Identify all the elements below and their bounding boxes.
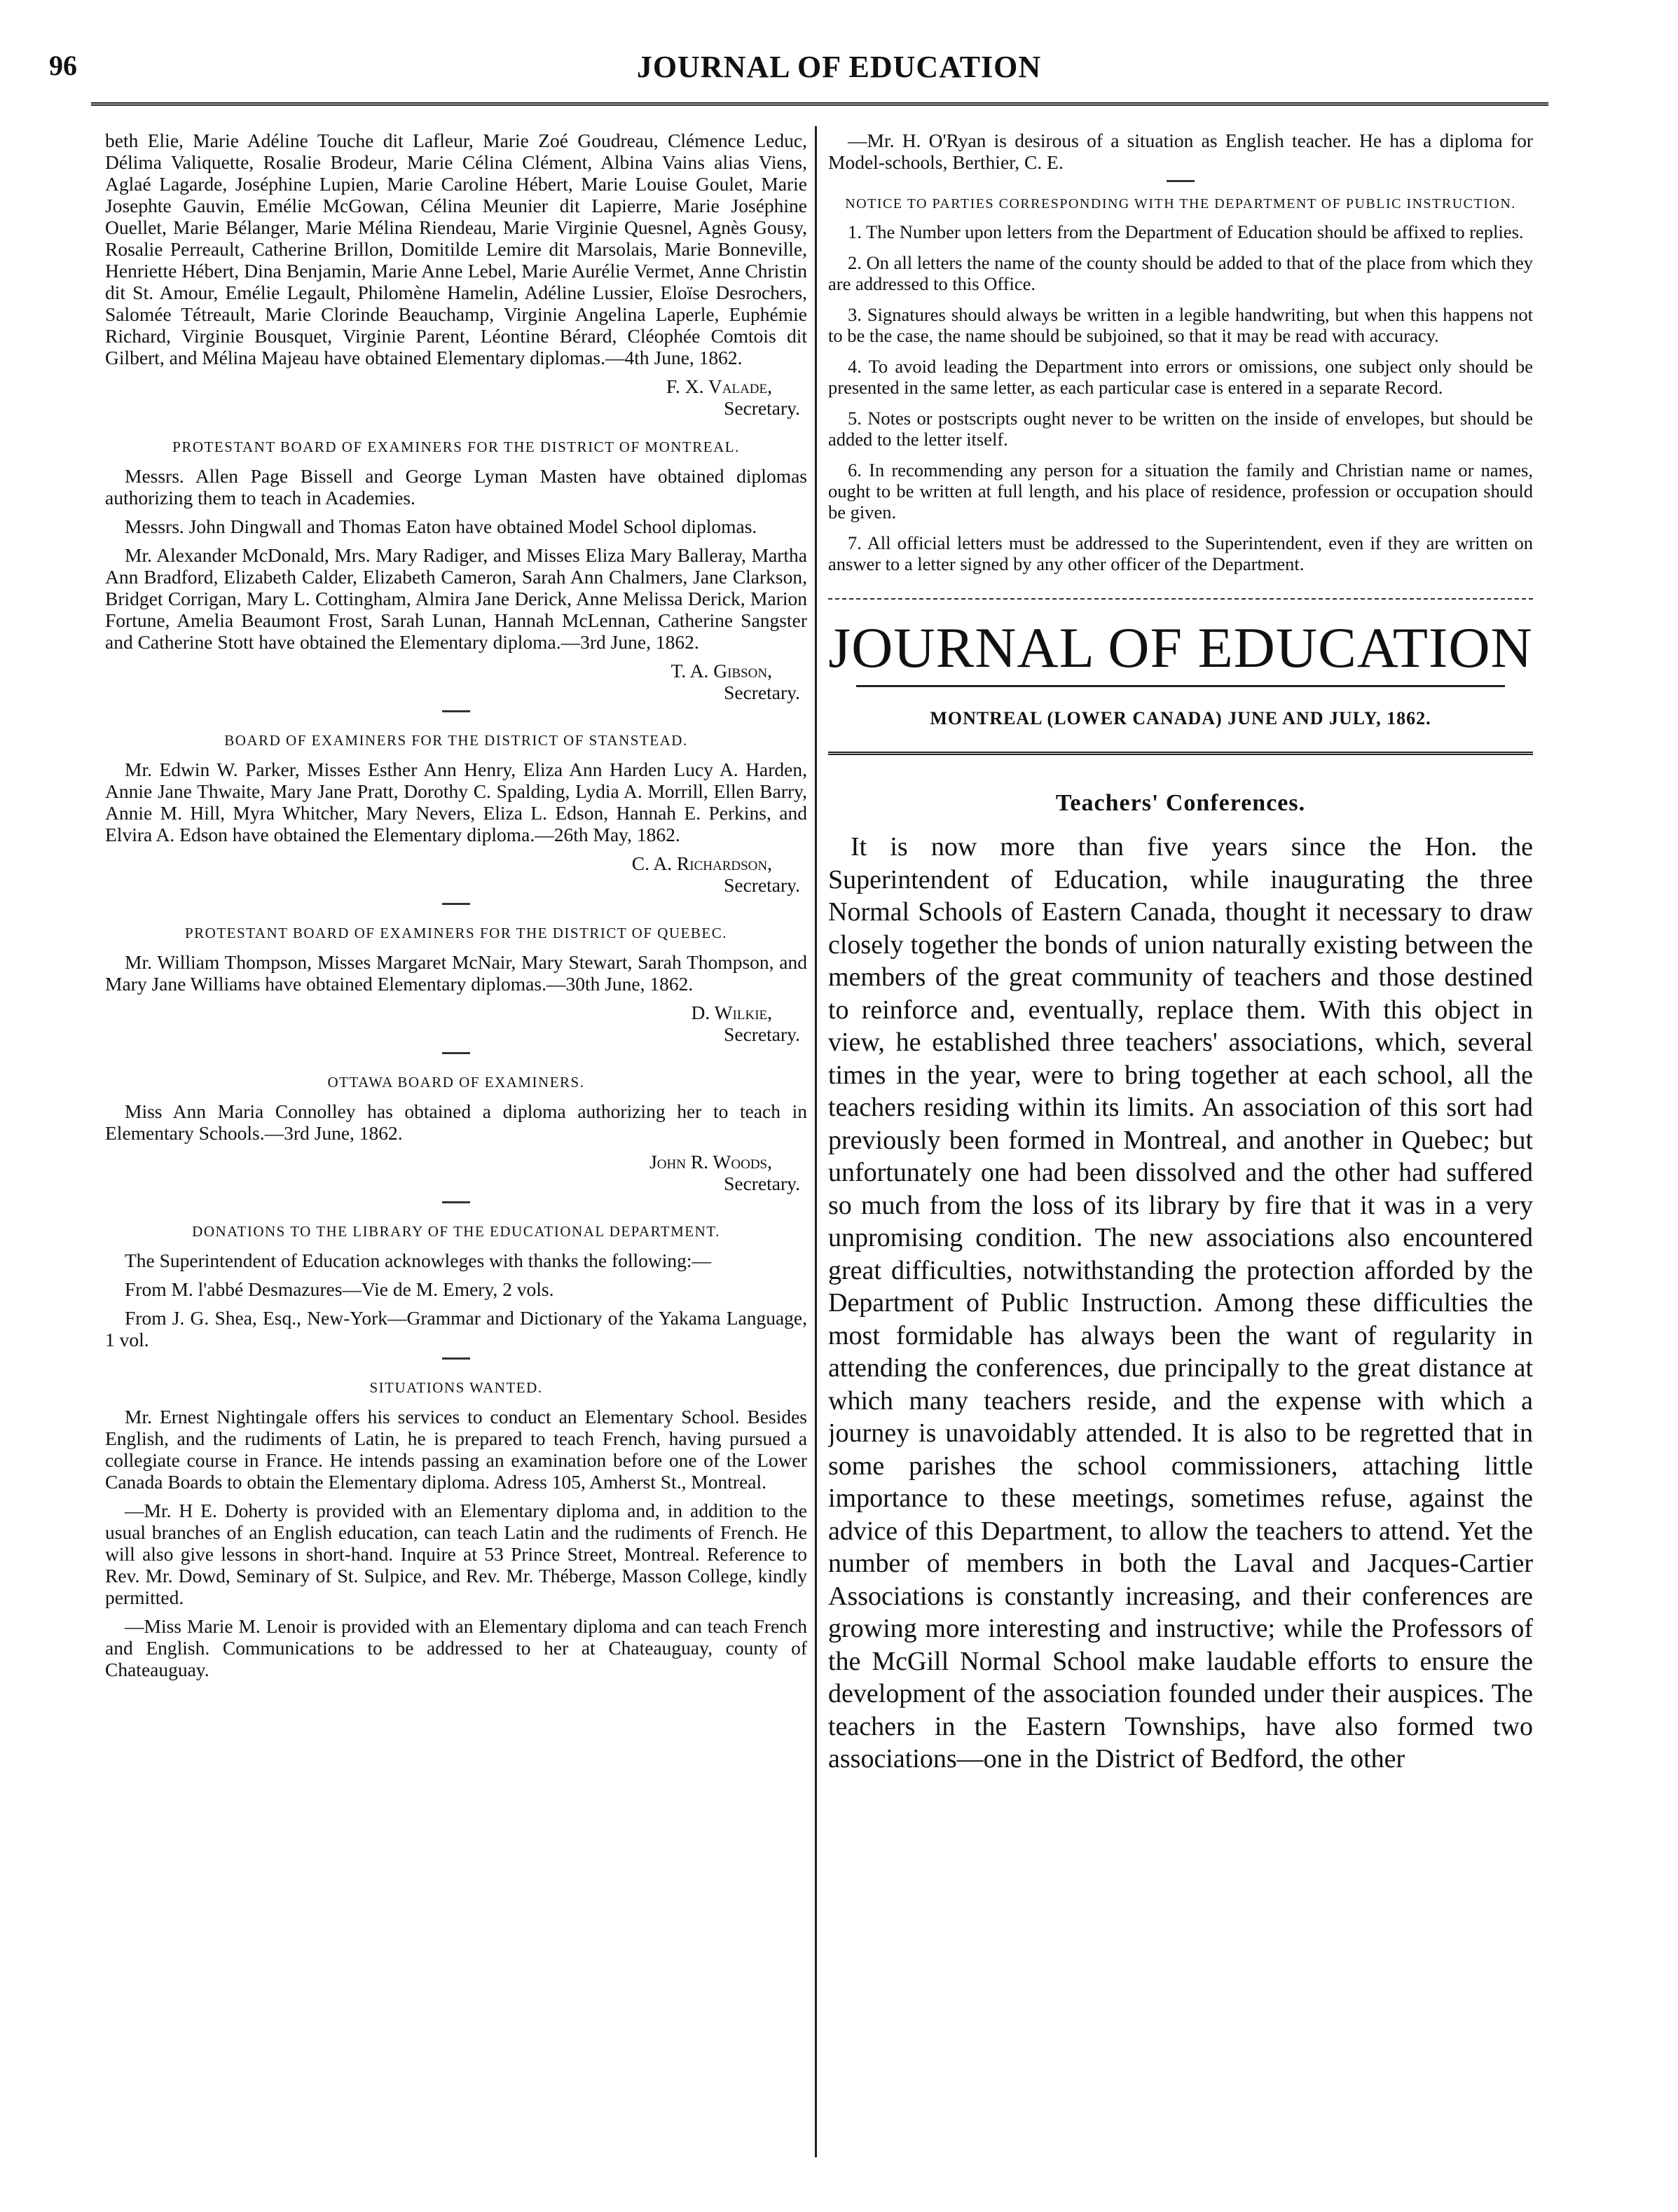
- signature-name: F. X. Valade,: [666, 375, 772, 397]
- section-heading-quebec: PROTESTANT BOARD OF EXAMINERS FOR THE DISTRICT OF QUEBEC.: [185, 925, 727, 941]
- notice-item: 2. On all letters the name of the county should be added to that of the place from which they are addressed to this Office.: [828, 252, 1533, 294]
- situations-paragraph: —Miss Marie M. Lenoir is provided with an Elementary diploma and can teach French and English. Communications to be addressed to her at Chateauguay, county of Chateauguay.: [105, 1615, 807, 1680]
- section-heading-ottawa: OTTAWA BOARD OF EXAMINERS.: [327, 1074, 585, 1091]
- montreal-paragraph: Messrs. John Dingwall and Thomas Eaton have obtained Model School diplomas.: [125, 516, 757, 537]
- ottawa-paragraph: Miss Ann Maria Connolley has obtained a diploma authorizing her to teach in Elementary Schools.—3rd June, 1862.: [105, 1100, 807, 1144]
- signature-role: Secretary.: [724, 874, 800, 896]
- stanstead-paragraph: Mr. Edwin W. Parker, Misses Esther Ann Henry, Eliza Ann Harden Lucy A. Harden, Annie Jane Thwaite, Mary Jane Pratt, Dorothy C. Spalding, Lydia A. Morrill, Ellen Barry, Annie M. Hill, Myra Whitcher, Mary Nevers, Eliza L. Edson, Hannah E. Perkins, and Elvira A. Edson have obtained the Elementary diploma.—26th May, 1862.: [105, 759, 807, 845]
- masthead-rule: [856, 685, 1505, 687]
- signature-role: Secretary.: [724, 397, 800, 419]
- article-title: Teachers' Conferences.: [1055, 790, 1306, 816]
- column-divider: [815, 126, 817, 2157]
- left-column: [105, 130, 807, 2161]
- signature-role: Secretary.: [724, 1173, 800, 1194]
- header-rule: [91, 102, 1548, 106]
- dateline: MONTREAL (LOWER CANADA) JUNE AND JULY, 1862.: [930, 708, 1431, 728]
- section-dash: [442, 710, 470, 712]
- running-head: [49, 43, 1629, 92]
- donations-paragraph: The Superintendent of Education acknowleges with thanks the following:—: [125, 1250, 712, 1271]
- masthead-title: JOURNAL OF EDUCATION: [828, 616, 1533, 679]
- donations-paragraph: From J. G. Shea, Esq., New-York—Grammar and Dictionary of the Yakama Language, 1 vol.: [105, 1307, 807, 1350]
- notice-item: 7. All official letters must be addressed to the Superintendent, even if they are written on answer to a letter signed by any other officer of the Department.: [828, 532, 1533, 574]
- signature-name: T. A. Gibson,: [670, 660, 772, 682]
- signature-role: Secretary.: [724, 1023, 800, 1045]
- section-heading-donations: DONATIONS TO THE LIBRARY OF THE EDUCATIONAL DEPARTMENT.: [192, 1223, 720, 1240]
- section-dash: [442, 1201, 470, 1203]
- montreal-paragraph: Messrs. Allen Page Bissell and George Lyman Masten have obtained diplomas authorizing them to teach in Academies.: [105, 465, 807, 509]
- situations-paragraph: —Mr. H E. Doherty is provided with an Elementary diploma and, in addition to the usual branches of an English education, can teach Latin and the rudiments of French. He will also give lessons in short-hand. Inquire at 53 Prince Street, Montreal. Reference to Rev. Mr. Dowd, Seminary of St. Sulpice, and Rev. Mr. Théberge, Masson College, kindly permitted.: [105, 1500, 807, 1608]
- running-title: JOURNAL OF EDUCATION: [636, 50, 1042, 84]
- oryan-paragraph: —Mr. H. O'Ryan is desirous of a situation as English teacher. He has a diploma for Model-schools, Berthier, C. E.: [828, 130, 1533, 173]
- notice-item: 6. In recommending any person for a situation the family and Christian name or names, ought to be written at full length, and his place of residence, profession or occupation should be given.: [828, 459, 1533, 523]
- section-dash: [442, 1357, 470, 1360]
- donations-paragraph: From M. l'abbé Desmazures—Vie de M. Emery, 2 vols.: [125, 1278, 554, 1300]
- signature-name: D. Wilkie,: [691, 1002, 772, 1023]
- article-body: It is now more than five years since the Hon. the Superintendent of Education, while inaugurating the three Normal Schools of Eastern Canada, thought it necessary to draw closely together the bonds of union naturally existing between the members of the great community of teachers and those destined to reinforce and, eventually, replace them. With this object in view, he established three teachers' associations, which, several times in the year, were to bring together at each school, all the teachers residing within its limits. An association of this sort had previously been formed in Montreal, and another in Quebec; but unfortunately one had been dissolved and the other had suffered so much from the loss of its library by fire that it was in a very unpromising condition. The new associations also encountered great difficulties, notwithstanding the protection afforded by the Department of Public Instruction. Among these difficulties the most formidable has always been the want of regularity in attending the conferences, due principally to the great distance at which many teachers reside, and the expense with which a journey is unavoidably attended. It is also to be regretted that in some parishes the school commissioners, attaching little importance to these meetings, sometimes refuse, against the advice of this Department, to allow the teachers to attend. Yet the number of members in both the Laval and Jacques-Cartier Associations is constantly increasing, and their conferences are growing more interesting and instructive; while the Professors of the McGill Normal School make laudable efforts to ensure the development of the association founded under their auspices. The teachers in the Eastern Townships, have also formed two associations—one in the District of Bedford, the other: [828, 832, 1533, 1774]
- right-column: [828, 130, 1533, 2161]
- section-heading-situations: SITUATIONS WANTED.: [369, 1379, 543, 1396]
- signature-role: Secretary.: [724, 682, 800, 703]
- notice-heading: NOTICE TO PARTIES CORRESPONDING WITH THE DEPARTMENT OF PUBLIC INSTRUCTION.: [845, 196, 1516, 212]
- masthead-top-rule: [828, 598, 1533, 600]
- dateline-rule: [828, 752, 1533, 755]
- diplomas-paragraph: beth Elie, Marie Adéline Touche dit Lafleur, Marie Zoé Goudreau, Clémence Leduc, Délima Valiquette, Rosalie Brodeur, Marie Célina Clément, Albina Vains alias Viens, Aglaé Lagarde, Joséphine Lupien, Marie Caroline Hébert, Marie Louise Goulet, Marie Josephte Gauvin, Emélie McGowan, Célina Meunier dit Lapierre, Marie Joséphine Ouellet, Marie Bélanger, Marie Mélina Riendeau, Marie Virginie Quesnel, Agnès Gousy, Rosalie Perreault, Catherine Brillon, Domitilde Lemire dit Marsolais, Marie Bonneville, Henriette Hébert, Dina Benjamin, Marie Anne Lebel, Marie Aurélie Vermet, Anne Christin dit St. Amour, Emélie Legault, Philomène Hamelin, Adéline Lussier, Eloïse Desrochers, Salomée Tétreault, Marie Clorinde Beauchamp, Virginie Angelina Laperle, Euphémie Richard, Virginie Bousquet, Virginie Parent, Léontine Bérard, Cléophée Comtois dit Gilbert, and Mélina Majeau have obtained Elementary diplomas.—4th June, 1862.: [105, 130, 807, 368]
- quebec-paragraph: Mr. William Thompson, Misses Margaret McNair, Mary Stewart, Sarah Thompson, and Mary Jane Williams have obtained Elementary diplomas.—30th June, 1862.: [105, 951, 807, 995]
- montreal-paragraph: Mr. Alexander McDonald, Mrs. Mary Radiger, and Misses Eliza Mary Balleray, Martha Ann Bradford, Elizabeth Calder, Elizabeth Cameron, Sarah Ann Chalmers, Jane Clarkson, Bridget Corrigan, Mary L. Cottingham, Almira Jane Derick, Anne Melissa Derick, Marion Fortune, Amelia Beaumont Frost, Sarah Lunan, Hannah McLennan, Catherine Sangster and Catherine Stott have obtained the Elementary diploma.—3rd June, 1862.: [105, 544, 807, 653]
- notice-item: 5. Notes or postscripts ought never to be written on the inside of envelopes, but should be added to the letter itself.: [828, 408, 1533, 450]
- section-dash: [442, 1052, 470, 1054]
- section-dash: [1167, 180, 1195, 182]
- section-heading-stanstead: BOARD OF EXAMINERS FOR THE DISTRICT OF STANSTEAD.: [224, 732, 688, 749]
- section-heading-montreal: PROTESTANT BOARD OF EXAMINERS FOR THE DISTRICT OF MONTREAL.: [172, 438, 740, 455]
- notice-item: 3. Signatures should always be written in a legible handwriting, but when this happens not to be the case, the name should be subjoined, so that it may be read with accuracy.: [828, 304, 1533, 346]
- notice-item: 4. To avoid leading the Department into errors or omissions, one subject only should be presented in the same letter, as each particular case is entered in a separate Record.: [828, 356, 1533, 398]
- notice-item: 1. The Number upon letters from the Department of Education should be affixed to replies.: [848, 221, 1524, 242]
- signature-name: John R. Woods,: [649, 1151, 772, 1173]
- section-dash: [442, 903, 470, 905]
- signature-name: C. A. Richardson,: [631, 852, 772, 874]
- page-number: 96: [49, 50, 77, 81]
- situations-paragraph: Mr. Ernest Nightingale offers his services to conduct an Elementary School. Besides English, and the rudiments of Latin, he is prepared to teach French, having pursued a collegiate course in France. He intends passing an examination before one of the Lower Canada Boards to obtain the Elementary diploma. Adress 105, Amherst St., Montreal.: [105, 1406, 807, 1493]
